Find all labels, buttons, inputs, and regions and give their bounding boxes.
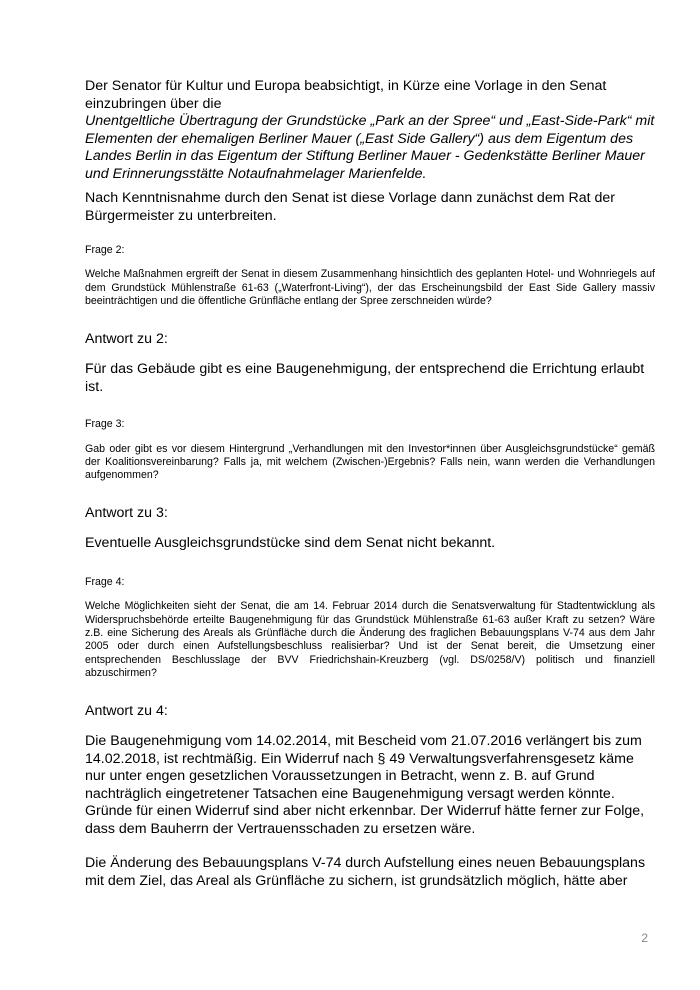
question-2-label: Frage 2: [85,244,125,256]
question-3-text: Gab oder gibt es vor diesem Hintergrund „Verhandlungen mit den Investor*innen über Ausgleichsgrundstücke“ gemäß der Koalitionsvereinbarung? Falls ja, mit welchem (Zwischen-)Ergebnis? Falls nein, wann werden die Verhandlungen aufgenommen? [85,442,655,482]
answer-3-text: Eventuelle Ausgleichsgrundstücke sind dem Senat nicht bekannt. [85,535,496,552]
question-4-label: Frage 4: [85,575,125,588]
intro-text: Der Senator für Kultur und Europa beabsichtigt, in Kürze eine Vorlage in den Senat einzubringen über die [85,78,607,112]
answer-2-text: Für das Gebäude gibt es eine Baugenehmigung, der entsprechend die Errichtung erlaubt ist. [85,361,645,395]
intro-followup: Nach Kenntnisnahme durch den Senat ist diese Vorlage dann zunächst dem Rat der Bürgermeister zu unterbreiten. [85,190,616,224]
answer-3-label: Antwort zu 3: [85,504,168,521]
answer-2-label: Antwort zu 2: [85,330,168,347]
question-3-label: Frage 3: [85,418,125,431]
document-page [85,78,655,890]
page-number: 2 [641,931,648,945]
question-4-text: Welche Möglichkeiten sieht der Senat, die am 14. Februar 2014 durch die Senatsverwaltung für Stadtentwicklung als Widerspruchsbehörde erteilte Baugenehmigung für das Grundstück Mühlenstraße 61-63 außer Kraft zu setzen? Wäre z.B. eine Sicherung des Areals als Grünfläche durch die Änderung des fraglichen Bebauungsplans V-74 aus dem Jahr 2005 oder durch einen Aufstellungsbeschluss realisierbar? Und ist der Senat bereit, die Umsetzung einer entsprechenden Beschlusslage der BVV Friedrichshain-Kreuzberg (vgl. DS/0258/V) politisch und finanziell abzuschirmen? [85,600,655,680]
intro-italic-title: Unentgeltliche Übertragung der Grundstücke „Park an der Spree“ und „East-Side-Park“ mit Elementen der ehemaligen Berliner Mauer („East Side Gallery“) aus dem Eigentum des Landes Berlin in das Eigentum der Stiftung Berliner Mauer - Gedenkstätte Berliner Mauer und Erinnerungsstätte Notaufnahmelager Marienfelde. [85,113,655,182]
question-2-text: Welche Maßnahmen ergreift der Senat in diesem Zusammenhang hinsichtlich des geplanten Hotel- und Wohnriegels auf dem Grundstück Mühlenstraße 61-63 („Waterfront-Living“), der das Erscheinungsbild der East Side Gallery massiv beeinträchtigen und die öffentliche Grünfläche entlang der Spree zerschneiden würde? [85,268,655,308]
answer-4-paragraph-1: Die Baugenehmigung vom 14.02.2014, mit Bescheid vom 21.07.2016 verlängert bis zum 14.02.2018, ist rechtmäßig. Ein Widerruf nach § 49 Verwaltungsverfahrensgesetz käme nur unter engen gesetzlichen Voraussetzungen in Betracht, wenn z. B. auf Grund nachträglich eingetretener Tatsachen eine Baugenehmigung versagt werden könnte. Gründe für einen Widerruf sind aber nicht erkennbar. Der Widerruf hätte ferner zur Folge, dass dem Bauherrn der Vertrauensschaden zu ersetzen wäre. [85,733,645,837]
answer-4-label: Antwort zu 4: [85,702,168,719]
answer-4-paragraph-2: Die Änderung des Bebauungsplans V-74 durch Aufstellung eines neuen Bebauungsplans mit dem Ziel, das Areal als Grünfläche zu sichern, ist grundsätzlich möglich, hätte aber [85,855,646,889]
